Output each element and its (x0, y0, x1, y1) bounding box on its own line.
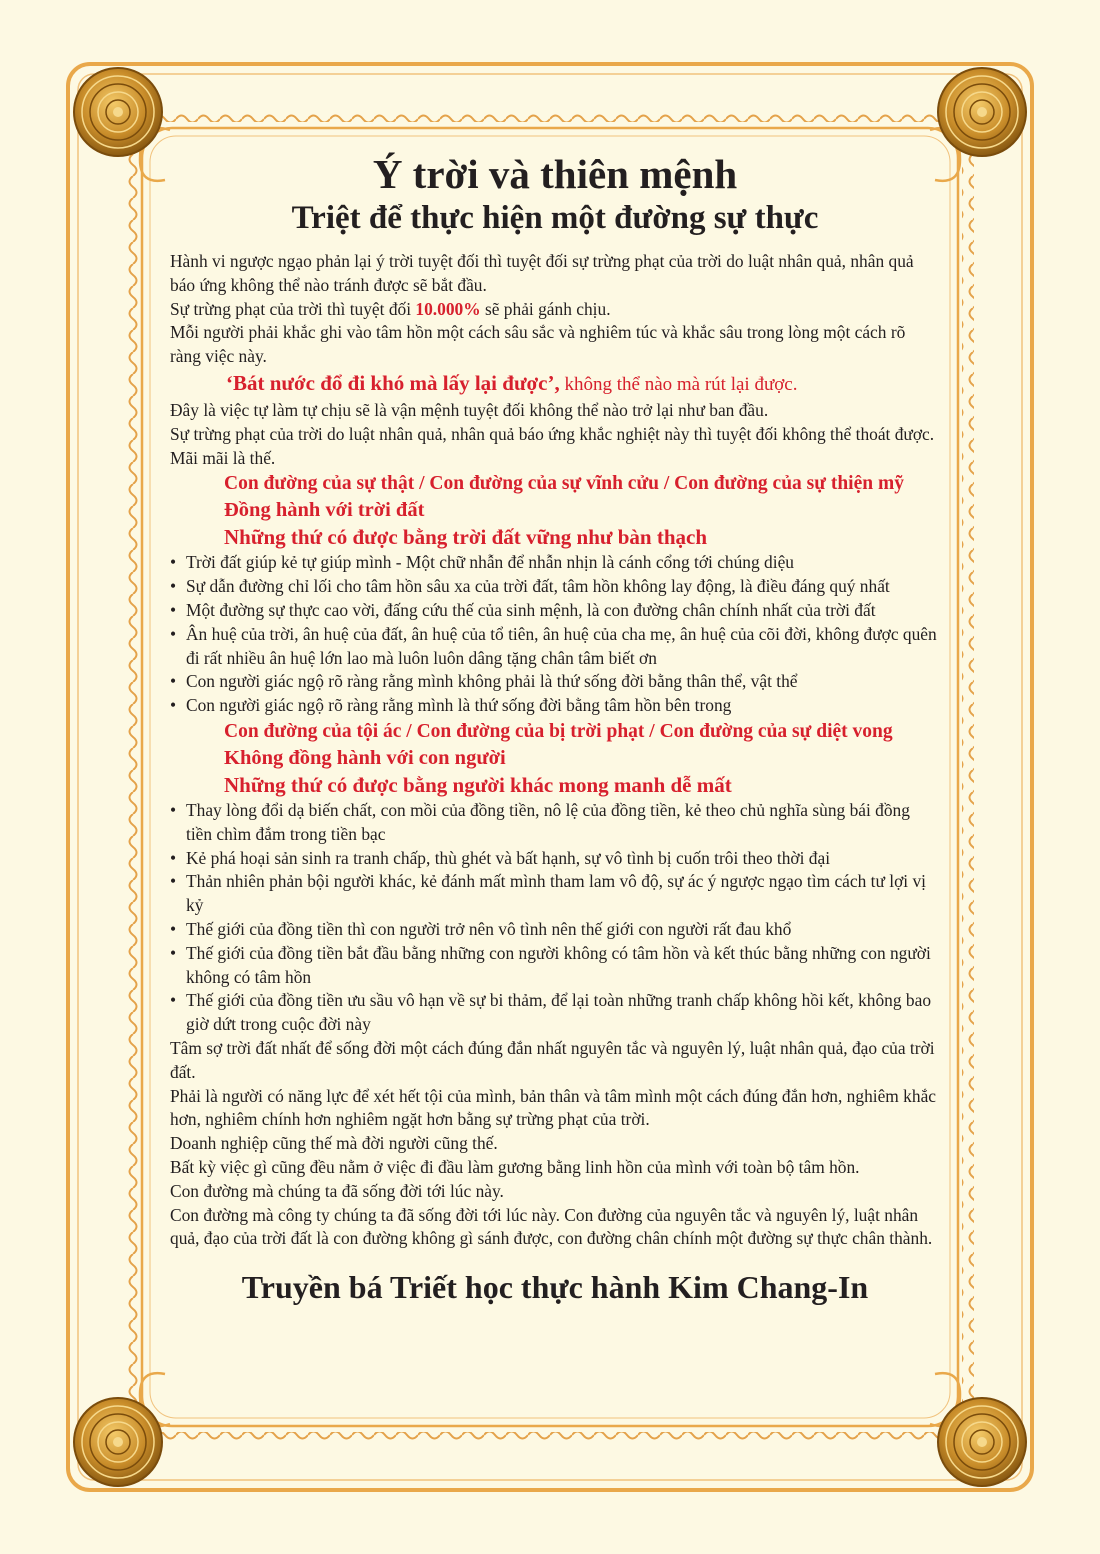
corner-medallion-bottom-right (938, 1398, 1026, 1486)
document-body (170, 150, 940, 1307)
closing-paragraph: Tâm sợ trời đất nhất để sống đời một cách đúng đắn nhất nguyên tắc và nguyên lý, luật nhân quả, đạo của trời đất. (170, 1037, 935, 1082)
list-item: • Trời đất giúp kẻ tự giúp mình - Một chữ nhẫn để nhẫn nhịn là cánh cổng tới chúng diệu (170, 551, 940, 575)
list-item: • Thay lòng đổi dạ biến chất, con mồi của đồng tiền, nô lệ của đồng tiền, kẻ theo chủ nghĩa sùng bái đồng tiền chìm đắm trong tiền bạc (170, 799, 940, 847)
list-item: • Thế giới của đồng tiền thì con người trở nên vô tình nên thế giới con người rất đau khổ (170, 918, 940, 942)
closing-paragraph: Doanh nghiệp cũng thế mà đời người cũng thế. (170, 1133, 498, 1154)
list-item: • Con người giác ngộ rõ ràng rằng mình không phải là thứ sống đời bằng thân thể, vật thể (170, 670, 940, 694)
closing-paragraph: Bất kỳ việc gì cũng đều nằm ở việc đi đầu làm gương bằng linh hồn của mình với toàn bộ tâm hồn. (170, 1156, 860, 1177)
proverb-bold: ‘Bát nước đổ đi khó mà lấy lại được’, (226, 370, 560, 395)
list-item: • Kẻ phá hoại sản sinh ra tranh chấp, thù ghét và bất hạnh, sự vô tình bị cuốn trôi theo thời đại (170, 847, 940, 871)
list-item: • Thế giới của đồng tiền ưu sầu vô hạn về sự bi thảm, để lại toàn những tranh chấp không hồi kết, không bao giờ dứt trong cuộc đời này (170, 989, 940, 1037)
truth-heading-2: Đồng hành với trời đất (224, 499, 425, 522)
section-evil (170, 718, 940, 1037)
intro-p2-text-end: sẽ phải gánh chịu. (480, 298, 611, 319)
evil-heading-3: Những thứ có được bằng người khác mong manh dễ mất (224, 772, 732, 797)
section-truth (170, 470, 940, 718)
truth-bullet-list (170, 551, 940, 718)
corner-medallion-top-right (938, 68, 1026, 156)
list-item: • Thản nhiên phản bội người khác, kẻ đánh mất mình tham lam vô độ, sự ác ý ngược ngạo tìm cách tư lợi vị kỷ (170, 870, 940, 918)
intro-paragraph-4: Đây là việc tự làm tự chịu sẽ là vận mệnh tuyệt đối không thể nào trở lại như ban đầu. (170, 399, 769, 420)
proverb-rest: không thể nào mà rút lại được. (559, 373, 798, 395)
evil-heading-1: Con đường của tội ác / Con đường của bị trời phạt / Con đường của sự diệt vong (224, 720, 893, 742)
list-item: • Sự dẫn đường chỉ lối cho tâm hồn sâu xa của trời đất, tâm hồn không lay động, là điều đáng quý nhất (170, 575, 940, 599)
percent-highlight: 10.000% (415, 298, 481, 319)
list-item: • Ân huệ của trời, ân huệ của đất, ân huệ của tổ tiên, ân huệ của cha mẹ, ân huệ của cõi đời, không được quên đi rất nhiều ân huệ lớn lao mà luôn luôn dâng tặng chân tâm biết ơn (170, 623, 940, 671)
intro-paragraph-2 (170, 298, 940, 322)
truth-heading-1: Con đường của sự thật / Con đường của sự vĩnh cửu / Con đường của sự thiện mỹ (224, 473, 904, 495)
list-item: • Con người giác ngộ rõ ràng rằng mình là thứ sống đời bằng tâm hồn bên trong (170, 694, 940, 718)
corner-medallion-bottom-left (74, 1398, 162, 1486)
evil-heading-2: Không đồng hành với con người (224, 746, 506, 769)
intro-paragraph-1: Hành vi ngược ngạo phản lại ý trời tuyệt đối thì tuyệt đối sự trừng phạt của trời do luật nhân quả, nhân quả báo ứng không thể nào tránh được sẽ bắt đầu. (170, 251, 914, 295)
page-title: Ý trời và thiên mệnh (372, 151, 738, 197)
proverb-quote (170, 369, 940, 399)
page-subtitle: Triệt để thực hiện một đường sự thực (291, 200, 819, 236)
intro-p2-text-start: Sự trừng phạt của trời thì tuyệt đối (170, 298, 416, 319)
closing-paragraphs (170, 1037, 940, 1251)
closing-paragraph: Phải là người có năng lực để xét hết tội của mình, bản thân và tâm mình một cách đúng đắn hơn, nghiêm khắc hơn, nghiêm chính hơn nghiêm ngặt hơn bằng sự trừng phạt của trời. (170, 1085, 937, 1130)
intro-paragraph-3: Mỗi người phải khắc ghi vào tâm hồn một cách sâu sắc và nghiêm túc và khắc sâu trong lòng một cách rõ ràng việc này. (170, 322, 906, 367)
list-item: • Một đường sự thực cao vời, đấng cứu thế của sinh mệnh, là con đường chân chính nhất của trời đất (170, 599, 940, 623)
list-item: • Thế giới của đồng tiền bắt đầu bằng những con người không có tâm hồn và kết thúc bằng những con người không có tâm hồn (170, 942, 940, 990)
closing-paragraph: Con đường mà công ty chúng ta đã sống đời tới lúc này. Con đường của nguyên tắc và nguyên lý, luật nhân quả, đạo của trời đất là con đường không gì sánh được, con đường chân chính một đường sự thực chân thành. (170, 1204, 933, 1249)
truth-heading-3: Những thứ có được bằng trời đất vững như bàn thạch (224, 525, 708, 550)
corner-medallion-top-left (74, 68, 162, 156)
footer-signature: Truyền bá Triết học thực hành Kim Chang-In (241, 1269, 869, 1306)
evil-bullet-list (170, 799, 940, 1037)
intro-paragraph-5: Sự trừng phạt của trời do luật nhân quả, nhân quả báo ứng khắc nghiệt này thì tuyệt đối không thể thoát được. Mãi mãi là thế. (170, 423, 935, 468)
closing-paragraph: Con đường mà chúng ta đã sống đời tới lúc này. (170, 1180, 504, 1201)
